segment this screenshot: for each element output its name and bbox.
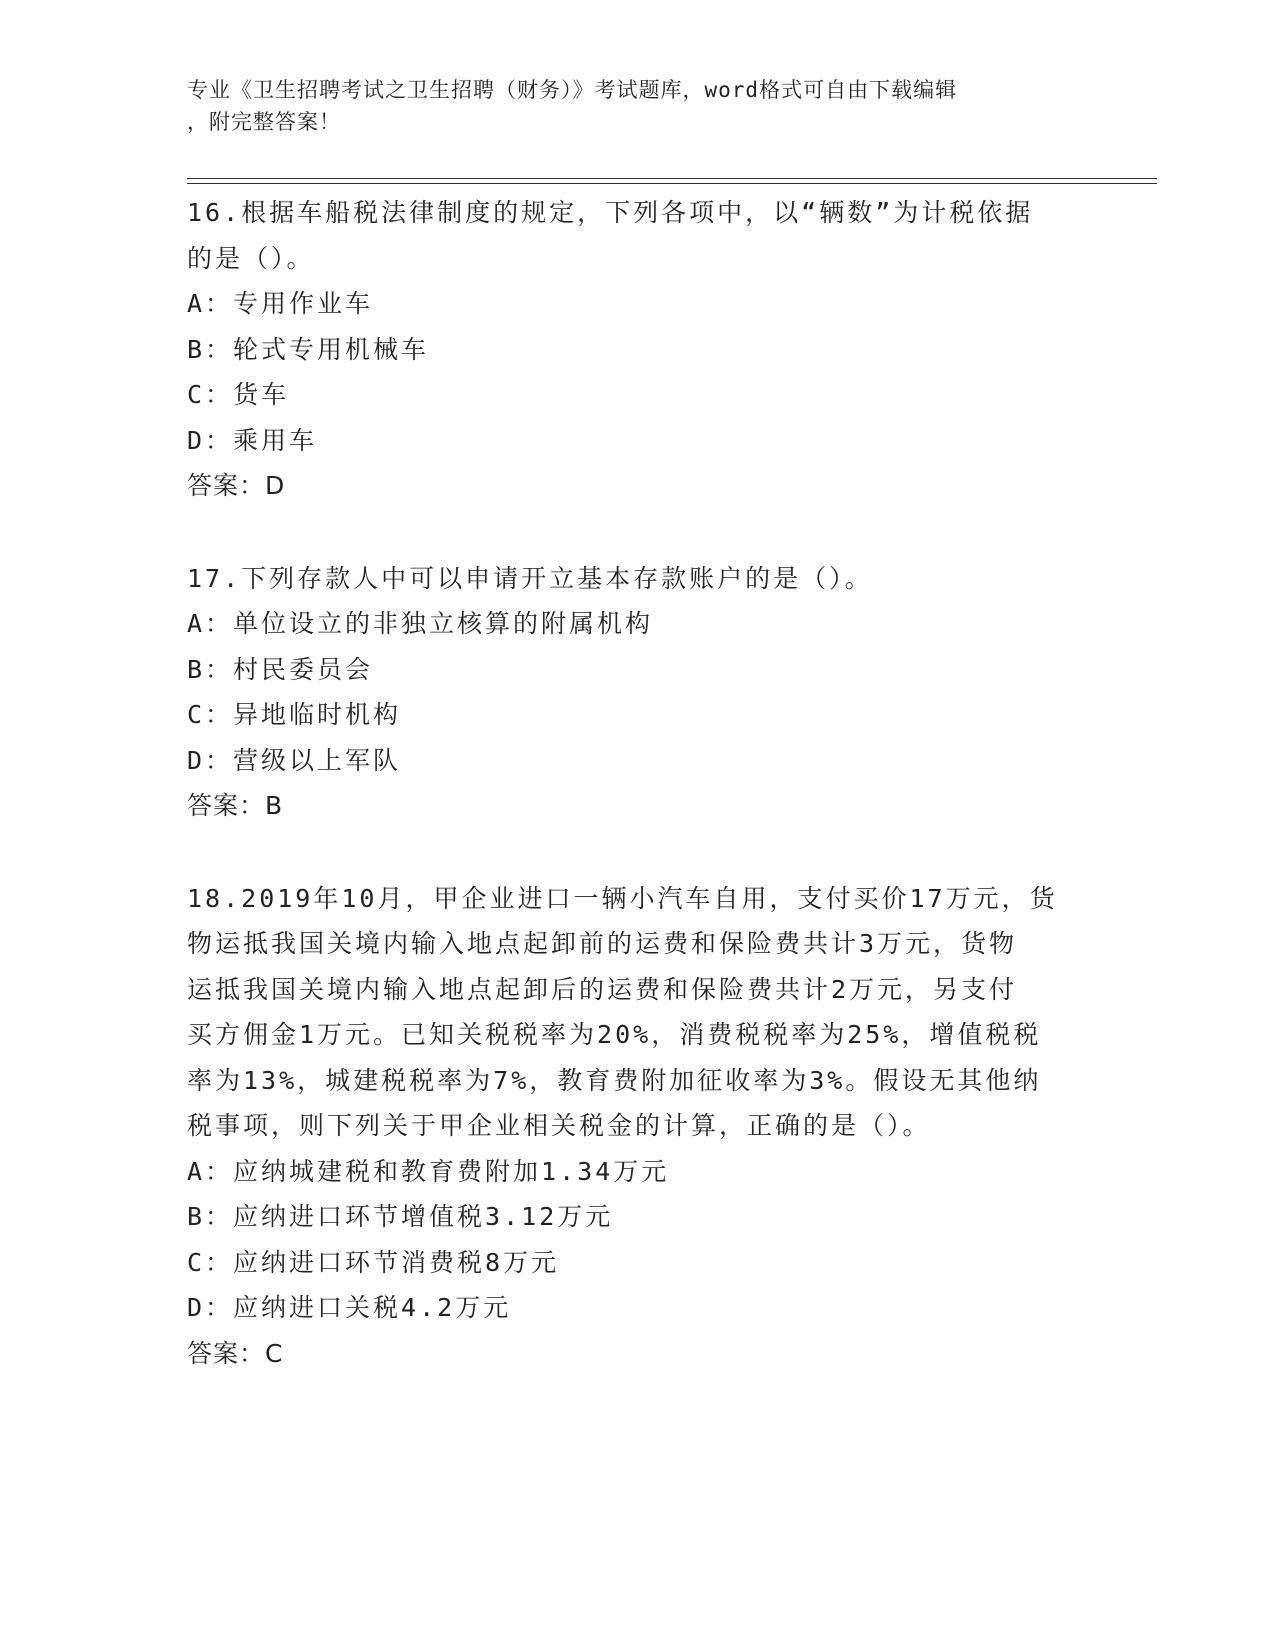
- question-16-stem-line-1: 16.根据车船税法律制度的规定，下列各项中，以“辆数”为计税依据: [187, 198, 1034, 227]
- question-18-option-a: A：应纳城建税和教育费附加1.34万元: [187, 1156, 670, 1186]
- question-list: [187, 190, 1087, 1376]
- question-18-option-d: D：应纳进口关税4.2万元: [187, 1293, 512, 1322]
- question-17-option-c: C：异地临时机构: [187, 700, 402, 729]
- question-18-stem-line-3: 运抵我国关境内输入地点起卸后的运费和保险费共计2万元，另支付: [187, 974, 1018, 1004]
- question-18-stem-line-1: 18.2019年10月，甲企业进口一辆小汽车自用，支付买价17万元，货: [187, 883, 1058, 913]
- question-17-option-d: D：营级以上军队: [187, 745, 402, 775]
- question-16-option-c: C：货车: [187, 380, 290, 409]
- question-spacer: [187, 829, 1087, 876]
- header-line-1: 专业《卫生招聘考试之卫生招聘（财务）》考试题库，word格式可自由下载编辑: [187, 78, 958, 102]
- question-18-option-c: C：应纳进口环节消费税8万元: [187, 1247, 560, 1277]
- question-18: [187, 876, 1087, 1377]
- header-divider-top: [187, 178, 1157, 179]
- question-16-option-d: D：乘用车: [187, 425, 318, 455]
- question-17-answer: 答案：B: [187, 791, 284, 820]
- question-17: [187, 556, 1087, 829]
- question-18-stem-line-5: 率为13%，城建税税率为7%，教育费附加征收率为3%。假设无其他纳: [187, 1065, 1042, 1095]
- question-16-answer: 答案：D: [187, 471, 286, 500]
- question-17-option-a: A：单位设立的非独立核算的附属机构: [187, 609, 654, 638]
- header-divider-bottom: [187, 183, 1157, 184]
- question-18-stem-line-6: 税事项，则下列关于甲企业相关税金的计算，正确的是（）。: [187, 1111, 931, 1140]
- question-16-stem-line-2: 的是（）。: [187, 243, 315, 273]
- question-spacer: [187, 509, 1087, 556]
- question-16-option-a: A：专用作业车: [187, 289, 374, 318]
- question-17-option-b: B：村民委员会: [187, 654, 374, 684]
- question-18-stem-line-2: 物运抵我国关境内输入地点起卸前的运费和保险费共计3万元，货物: [187, 929, 1018, 958]
- question-18-option-b: B：应纳进口环节增值税3.12万元: [187, 1202, 614, 1231]
- question-18-stem-line-4: 买方佣金1万元。已知关税税率为20%，消费税税率为25%，增值税税: [187, 1020, 1042, 1049]
- document-header: [187, 74, 1087, 138]
- question-16: [187, 190, 1087, 509]
- header-line-2: ，附完整答案！: [187, 110, 341, 134]
- question-17-stem-line-1: 17.下列存款人中可以申请开立基本存款账户的是（）。: [187, 563, 873, 593]
- question-16-option-b: B：轮式专用机械车: [187, 334, 430, 364]
- question-18-answer: 答案：C: [187, 1338, 284, 1368]
